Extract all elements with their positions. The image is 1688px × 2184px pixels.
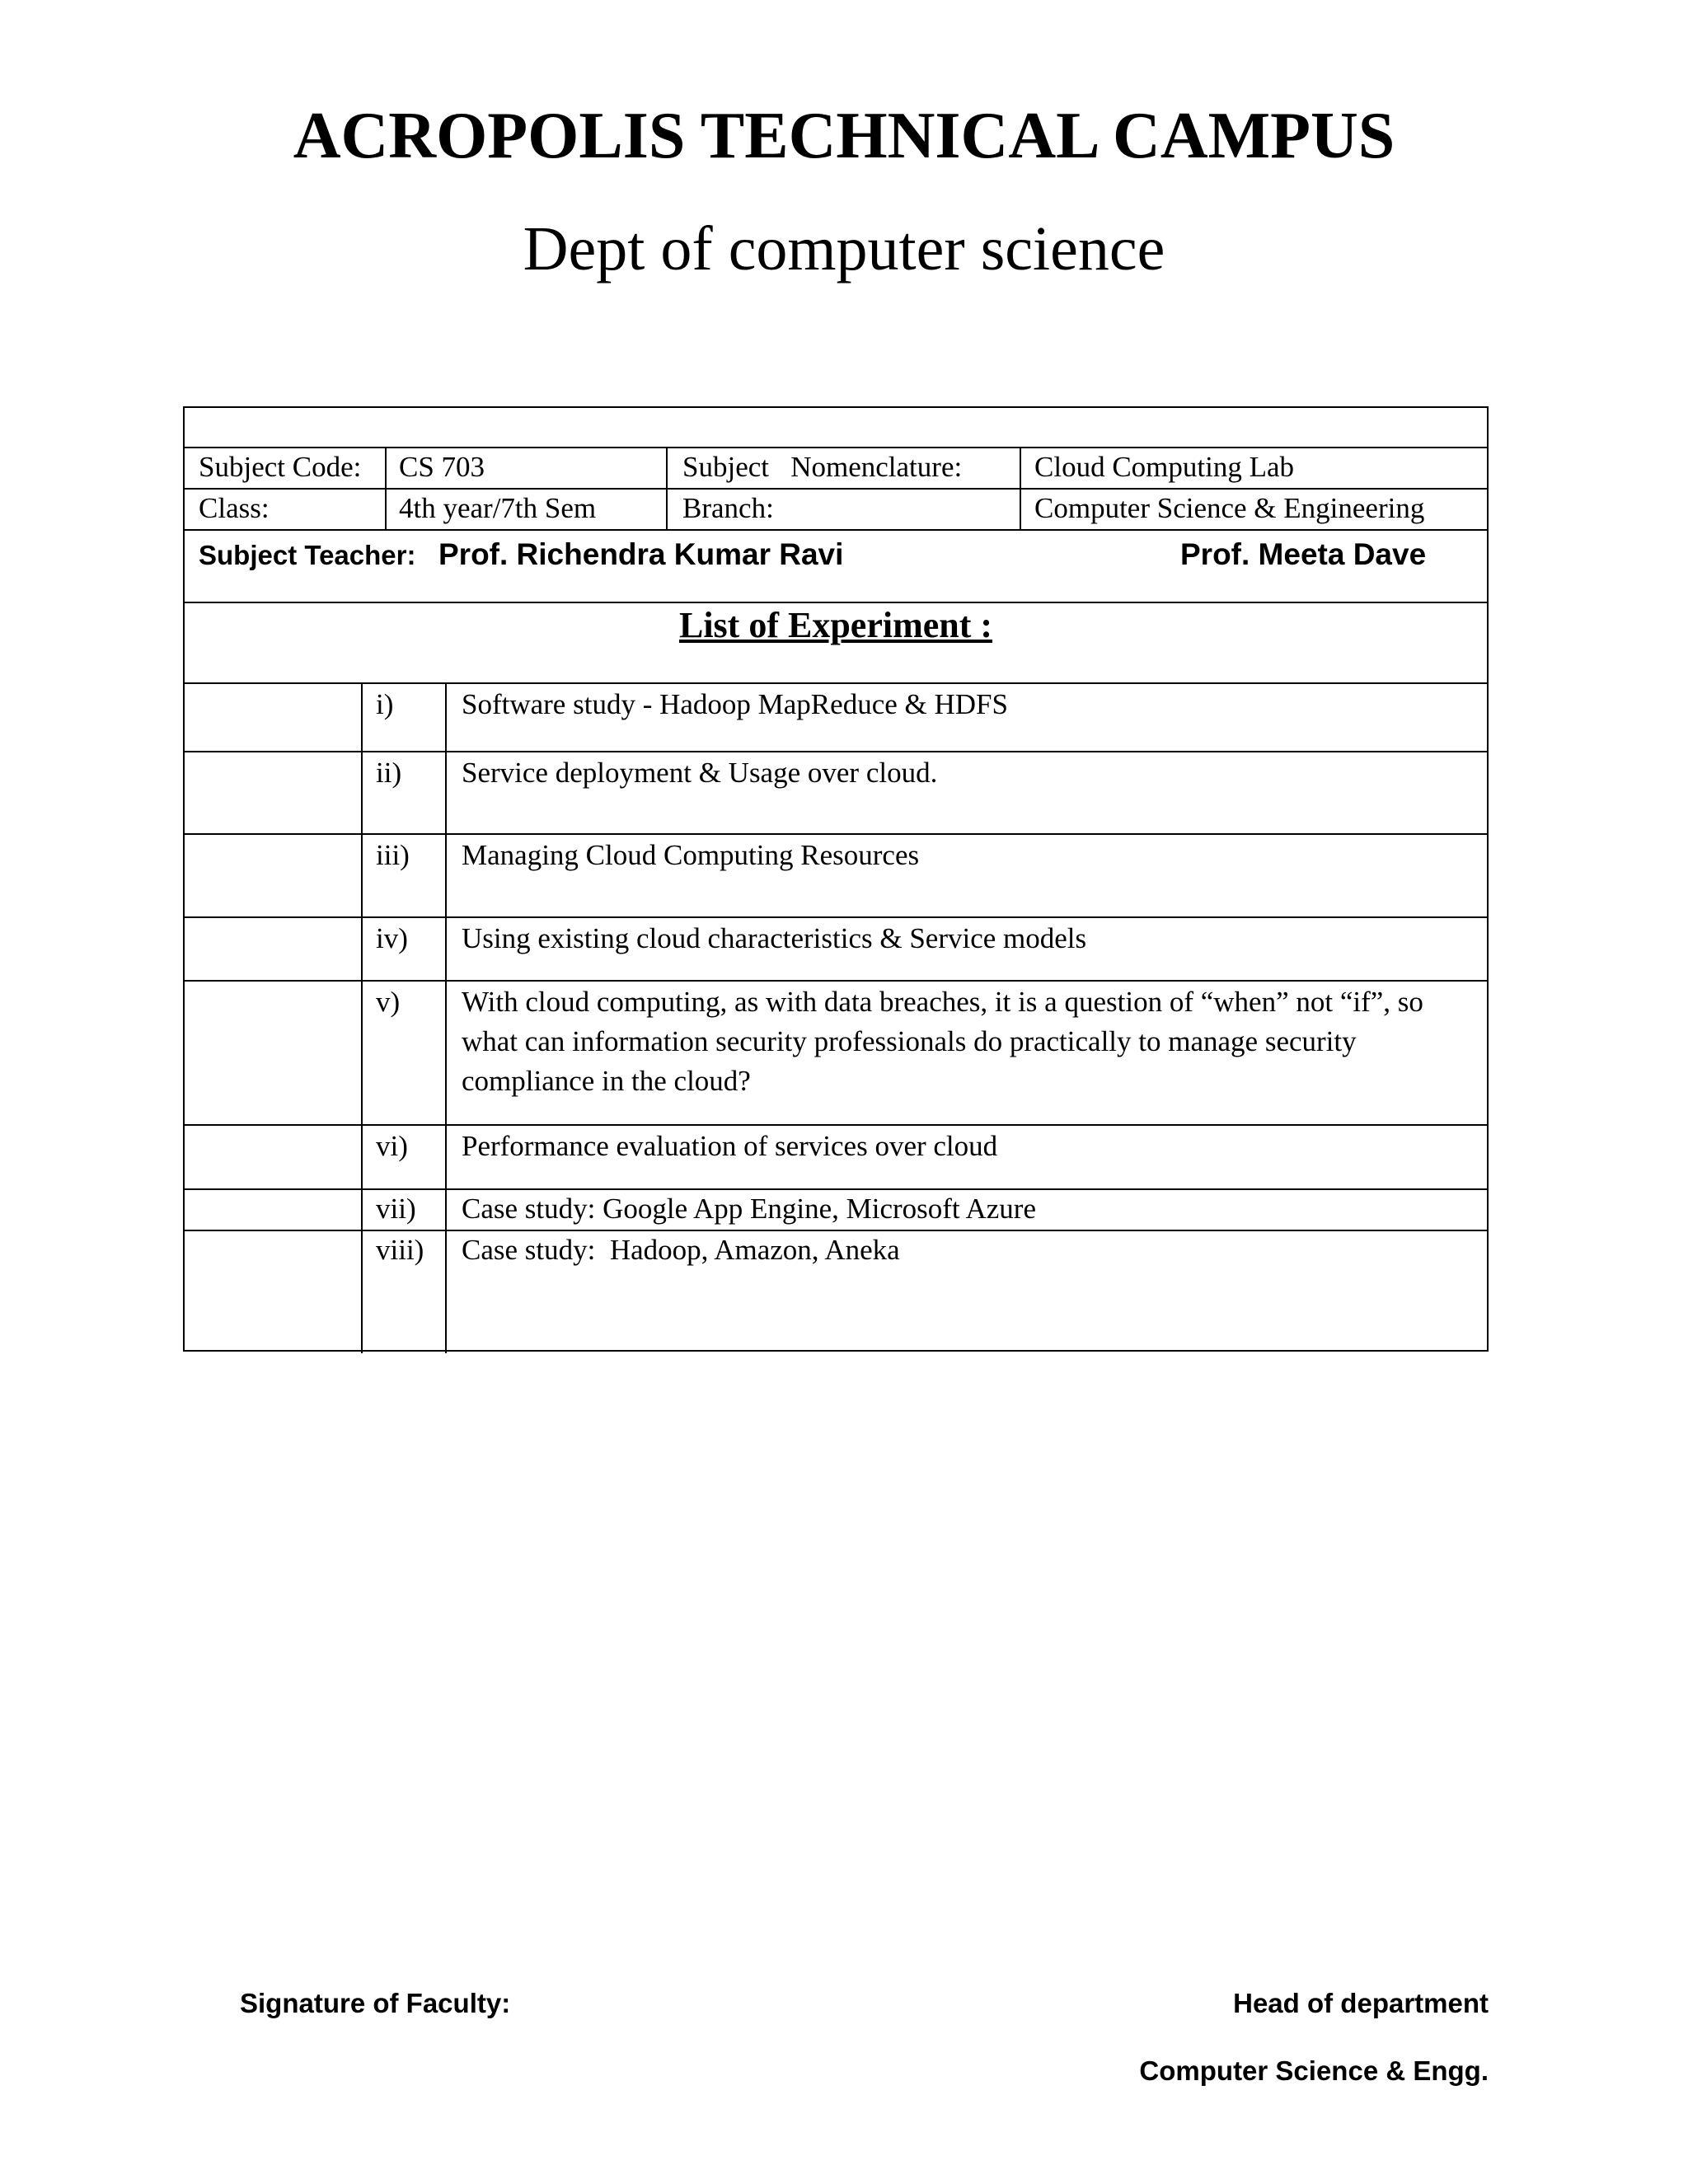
second-teacher-name: Prof. Meeta Dave: [1180, 537, 1427, 571]
experiment-text: Case study: Hadoop, Amazon, Aneka: [462, 1234, 900, 1266]
table-rule: [385, 447, 387, 529]
subject-teacher-label: Subject Teacher:: [199, 540, 416, 570]
department-name: Computer Science & Engg.: [1139, 2055, 1489, 2086]
branch-value: Computer Science & Engineering: [1034, 492, 1425, 524]
subject-code-value: CS 703: [399, 451, 485, 483]
table-rule: [666, 447, 668, 529]
table-rule: [361, 682, 363, 1353]
experiment-text: With cloud computing, as with data breaches, it is a question of “when” not “if”, so what can information security professionals do practically to manage security compliance in the cloud?: [462, 986, 1423, 1097]
nomenclature-label: Subject Nomenclature:: [682, 451, 963, 483]
syllabus-table: [183, 406, 1489, 1352]
page-title: ACROPOLIS TECHNICAL CAMPUS: [293, 100, 1395, 172]
experiment-number: vii): [376, 1193, 416, 1225]
experiment-text: Managing Cloud Computing Resources: [462, 839, 920, 871]
table-rule: [185, 682, 1487, 684]
list-of-experiment-heading: List of Experiment :: [678, 605, 993, 645]
class-label: Class:: [199, 492, 270, 524]
table-rule: [185, 602, 1487, 603]
experiment-number: i): [376, 688, 394, 720]
experiment-text: Software study - Hadoop MapReduce & HDFS: [462, 688, 1008, 720]
head-of-department: Head of department: [1233, 1988, 1489, 2018]
experiment-text: Service deployment & Usage over cloud.: [462, 757, 938, 789]
experiment-text: Using existing cloud characteristics & Service models: [462, 922, 1087, 954]
table-rule: [185, 980, 1487, 982]
subject-code-label: Subject Code:: [199, 451, 362, 483]
table-rule: [185, 833, 1487, 835]
experiment-number: iii): [376, 839, 410, 871]
table-rule: [185, 529, 1487, 531]
branch-label: Branch:: [682, 492, 774, 524]
subject-teacher-name: Prof. Richendra Kumar Ravi: [438, 537, 844, 571]
class-value: 4th year/7th Sem: [399, 492, 597, 524]
table-rule: [185, 916, 1487, 918]
nomenclature-value: Cloud Computing Lab: [1034, 451, 1294, 483]
experiment-number: iv): [376, 922, 408, 954]
experiment-number: ii): [376, 757, 402, 789]
experiment-number: viii): [376, 1234, 424, 1266]
experiment-text: Performance evaluation of services over cloud: [462, 1130, 998, 1162]
table-rule: [185, 1124, 1487, 1126]
experiment-number: vi): [376, 1130, 408, 1162]
table-rule: [1020, 447, 1021, 529]
experiment-text: Case study: Google App Engine, Microsoft Azure: [462, 1193, 1036, 1225]
signature-of-faculty: Signature of Faculty:: [240, 1988, 511, 2018]
table-rule: [185, 751, 1487, 752]
experiment-number: v): [376, 986, 401, 1018]
department-subtitle: Dept of computer science: [523, 214, 1165, 284]
